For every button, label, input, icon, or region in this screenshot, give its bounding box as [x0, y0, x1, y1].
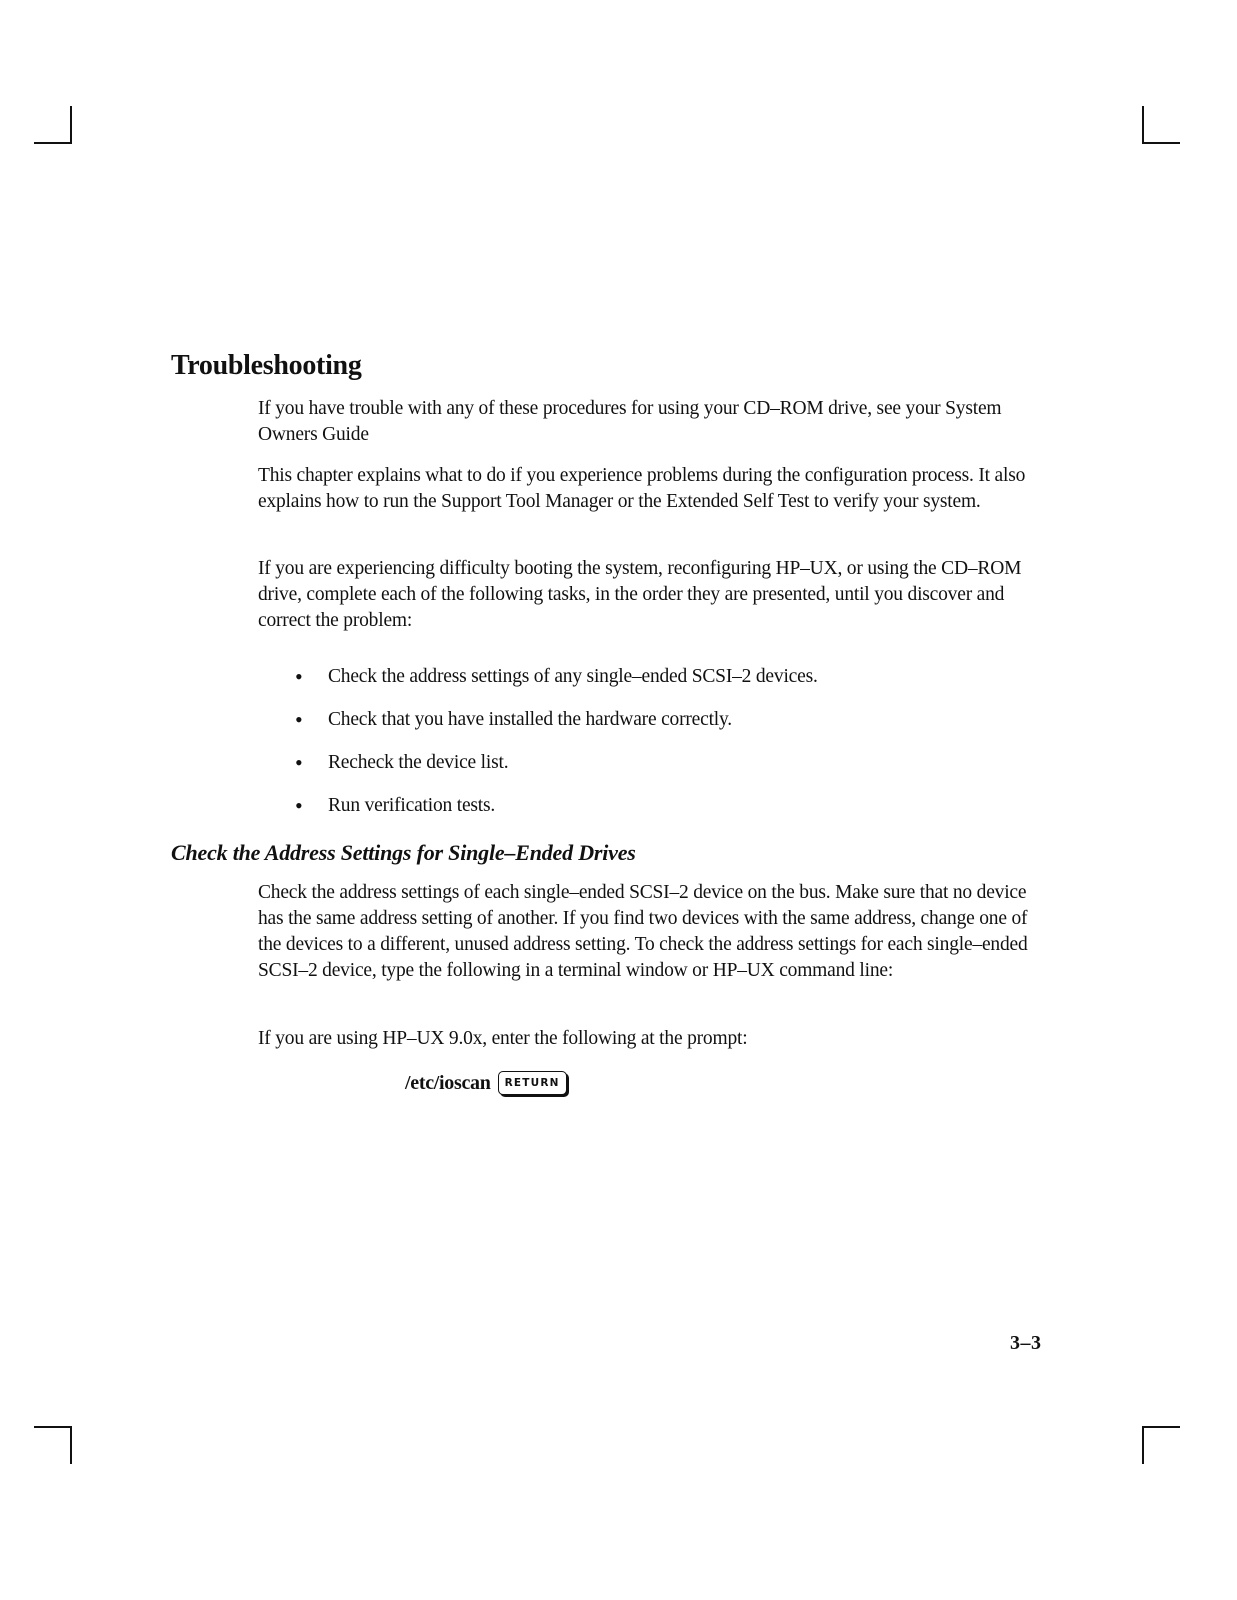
bullet-icon: • — [295, 664, 303, 689]
list-item-text: Run verification tests. — [328, 795, 496, 816]
paragraph-intro: If you have trouble with any of these procedures for using your CD–ROM drive, see your System Owners Guide — [258, 398, 1002, 445]
return-key-icon: RETURN — [498, 1071, 567, 1095]
list-item — [295, 664, 1055, 707]
crop-mark-top-right — [1142, 106, 1180, 144]
section-title: Troubleshooting — [171, 350, 362, 381]
bullet-icon: • — [295, 750, 303, 775]
command-example — [405, 1071, 567, 1095]
page-number: 3–3 — [1010, 1332, 1042, 1354]
command-text: /etc/ioscan — [405, 1071, 491, 1094]
list-item — [295, 750, 1055, 793]
list-item-text: Recheck the device list. — [328, 752, 509, 773]
bullet-icon: • — [295, 793, 303, 818]
paragraph-task-list-intro: If you are experiencing difficulty booting the system, reconfiguring HP–UX, or using the CD–ROM drive, complete each of the following tasks, in the order they are presented, until you discover and correct the problem: — [258, 558, 1022, 631]
list-item-text: Check the address settings of any single–ended SCSI–2 devices. — [328, 666, 818, 687]
task-list — [295, 664, 1055, 836]
paragraph-address-settings: Check the address settings of each single–ended SCSI–2 device on the bus. Make sure that no device has the same address setting of another. If you find two devices with the same address, change one of the devices to a different, unused address setting. To check the address settings for each single–ended SCSI–2 device, type the following in a terminal window or HP–UX command line: — [258, 882, 1028, 981]
list-item — [295, 707, 1055, 750]
crop-mark-bottom-left — [34, 1426, 72, 1464]
list-item — [295, 793, 1055, 836]
crop-mark-top-left — [34, 106, 72, 144]
subsection-title: Check the Address Settings for Single–Ended Drives — [171, 840, 636, 865]
bullet-icon: • — [295, 707, 303, 732]
crop-mark-bottom-right — [1142, 1426, 1180, 1464]
list-item-text: Check that you have installed the hardware correctly. — [328, 709, 732, 730]
paragraph-chapter-overview: This chapter explains what to do if you experience problems during the configuration process. It also explains how to run the Support Tool Manager or the Extended Self Test to verify your system. — [258, 465, 1026, 512]
paragraph-hpux-prompt: If you are using HP–UX 9.0x, enter the following at the prompt: — [258, 1028, 748, 1049]
